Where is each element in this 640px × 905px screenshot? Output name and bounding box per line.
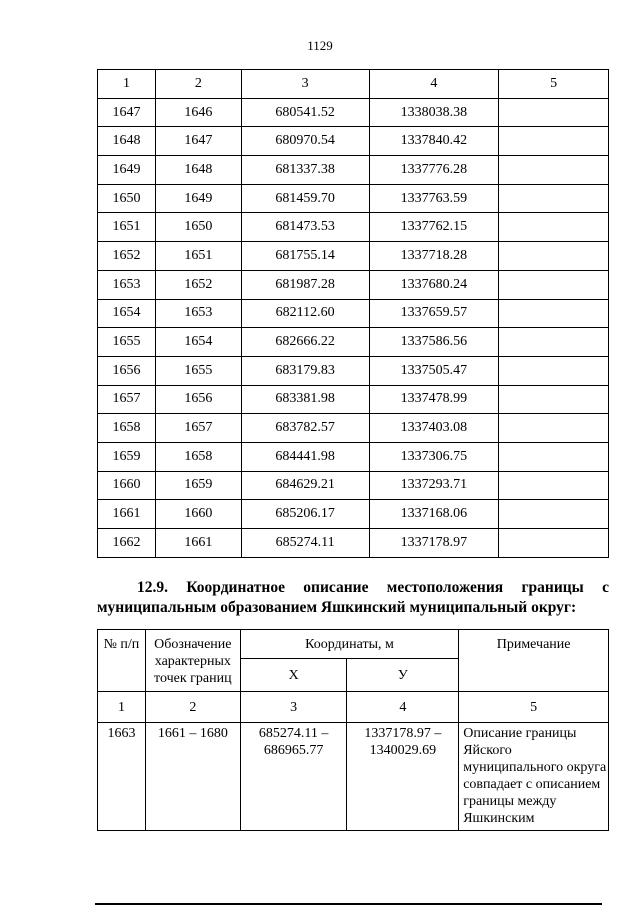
table-cell: 683381.98 [241,385,369,414]
table-cell: 1648 [98,127,156,156]
table-cell: 683782.57 [241,414,369,443]
table-row [98,98,609,127]
table-cell: 1337762.15 [369,213,499,242]
table-row [98,184,609,213]
table-cell [499,414,609,443]
table-cell [499,299,609,328]
table-cell: 681987.28 [241,270,369,299]
table-cell: 1337178.97 [369,529,499,558]
table-cell [499,385,609,414]
table-cell: 1654 [98,299,156,328]
table-cell: 2 [155,70,241,99]
table-cell: 683179.83 [241,356,369,385]
table-cell: 1660 [98,471,156,500]
table-cell [499,127,609,156]
table-row [98,442,609,471]
table-cell: 1659 [155,471,241,500]
table-cell: 1655 [98,328,156,357]
table-cell: 680970.54 [241,127,369,156]
table-cell: 684629.21 [241,471,369,500]
table-cell: 1653 [98,270,156,299]
table-cell: 1656 [98,356,156,385]
table-cell: 680541.52 [241,98,369,127]
table-cell [499,442,609,471]
table-row [98,529,609,558]
table-row [98,242,609,271]
table-row [98,299,609,328]
header-note: Примечание [459,630,609,692]
header-coordinates: Координаты, м [240,630,458,659]
header-point-designation: Обозначение характерных точек границ [145,630,240,692]
section-heading [97,578,609,618]
row-x-range: 685274.11 – 686965.77 [240,723,347,831]
table-cell [499,184,609,213]
table-cell: 1657 [155,414,241,443]
page-number: 1129 [307,38,333,53]
table-cell: 685274.11 [241,529,369,558]
table-cell: 1337168.06 [369,500,499,529]
table-cell: 1658 [98,414,156,443]
table-cell: 1337763.59 [369,184,499,213]
table-row [98,414,609,443]
coordinates-table-continuation [97,69,609,558]
table-cell: 1651 [98,213,156,242]
table-cell: 1337680.24 [369,270,499,299]
table-cell: 684441.98 [241,442,369,471]
table-cell: 1660 [155,500,241,529]
table-cell: 1337306.75 [369,442,499,471]
table-cell: 1649 [155,184,241,213]
table-cell: 1650 [155,213,241,242]
table-cell: 5 [499,70,609,99]
row-number: 1663 [98,723,146,831]
table-cell: 1646 [155,98,241,127]
table-cell [499,156,609,185]
table-cell: 1337659.57 [369,299,499,328]
table-cell: 1661 [98,500,156,529]
table-cell [499,500,609,529]
table-cell: 1653 [155,299,241,328]
table-cell: 1647 [155,127,241,156]
column-number-cell: 5 [459,692,609,723]
table-cell: 1657 [98,385,156,414]
table-cell: 682112.60 [241,299,369,328]
table-row [98,356,609,385]
row-points: 1661 – 1680 [145,723,240,831]
table-cell: 1658 [155,442,241,471]
table-cell: 1648 [155,156,241,185]
table-header-row [98,70,609,99]
table-cell: 1337505.47 [369,356,499,385]
table-cell [499,213,609,242]
table-cell: 1651 [155,242,241,271]
table-cell: 682666.22 [241,328,369,357]
table-row [98,156,609,185]
row-note: Описание границы Яйского муниципального округа совпадает с описанием границы между Яшкинским [459,723,609,831]
boundary-description-table [97,629,609,831]
table-cell: 1652 [155,270,241,299]
section-heading-line-1: 12.9. Координатное описание местоположения границы с [137,579,609,596]
table-cell: 1656 [155,385,241,414]
table-cell: 1647 [98,98,156,127]
column-number-cell: 3 [240,692,347,723]
table-cell: 1654 [155,328,241,357]
table-cell: 3 [241,70,369,99]
table-cell [499,529,609,558]
table-cell: 1337776.28 [369,156,499,185]
table-cell: 1337293.71 [369,471,499,500]
table-row [98,127,609,156]
table-cell: 1661 [155,529,241,558]
row-y-range: 1337178.97 – 1340029.69 [347,723,459,831]
column-number-cell: 2 [145,692,240,723]
table-cell: 1 [98,70,156,99]
table-row [98,270,609,299]
table-cell: 1337478.99 [369,385,499,414]
table-cell [499,356,609,385]
section-heading-line-2: муниципальным образованием Яшкинский муниципальный округ: [97,599,577,616]
table-cell: 1650 [98,184,156,213]
table-cell: 1338038.38 [369,98,499,127]
table-cell: 681459.70 [241,184,369,213]
table-cell: 1337840.42 [369,127,499,156]
table-cell: 1337718.28 [369,242,499,271]
table-cell [499,98,609,127]
table-cell: 681755.14 [241,242,369,271]
table-row [98,500,609,529]
header-number: № п/п [98,630,146,692]
table-cell: 685206.17 [241,500,369,529]
column-number-cell: 1 [98,692,146,723]
table-cell: 1337586.56 [369,328,499,357]
table-cell: 1659 [98,442,156,471]
column-number-cell: 4 [347,692,459,723]
table-row [98,471,609,500]
table-cell [499,242,609,271]
header-y: У [347,659,459,692]
table-cell: 681473.53 [241,213,369,242]
table-cell: 681337.38 [241,156,369,185]
table-cell: 1649 [98,156,156,185]
table-cell [499,471,609,500]
table-row [98,328,609,357]
table-row [98,213,609,242]
header-x: Х [240,659,347,692]
table-cell: 4 [369,70,499,99]
table-cell [499,270,609,299]
table-cell: 1652 [98,242,156,271]
table-cell: 1662 [98,529,156,558]
table-row [98,385,609,414]
table-cell: 1337403.08 [369,414,499,443]
table-cell: 1655 [155,356,241,385]
table-cell [499,328,609,357]
